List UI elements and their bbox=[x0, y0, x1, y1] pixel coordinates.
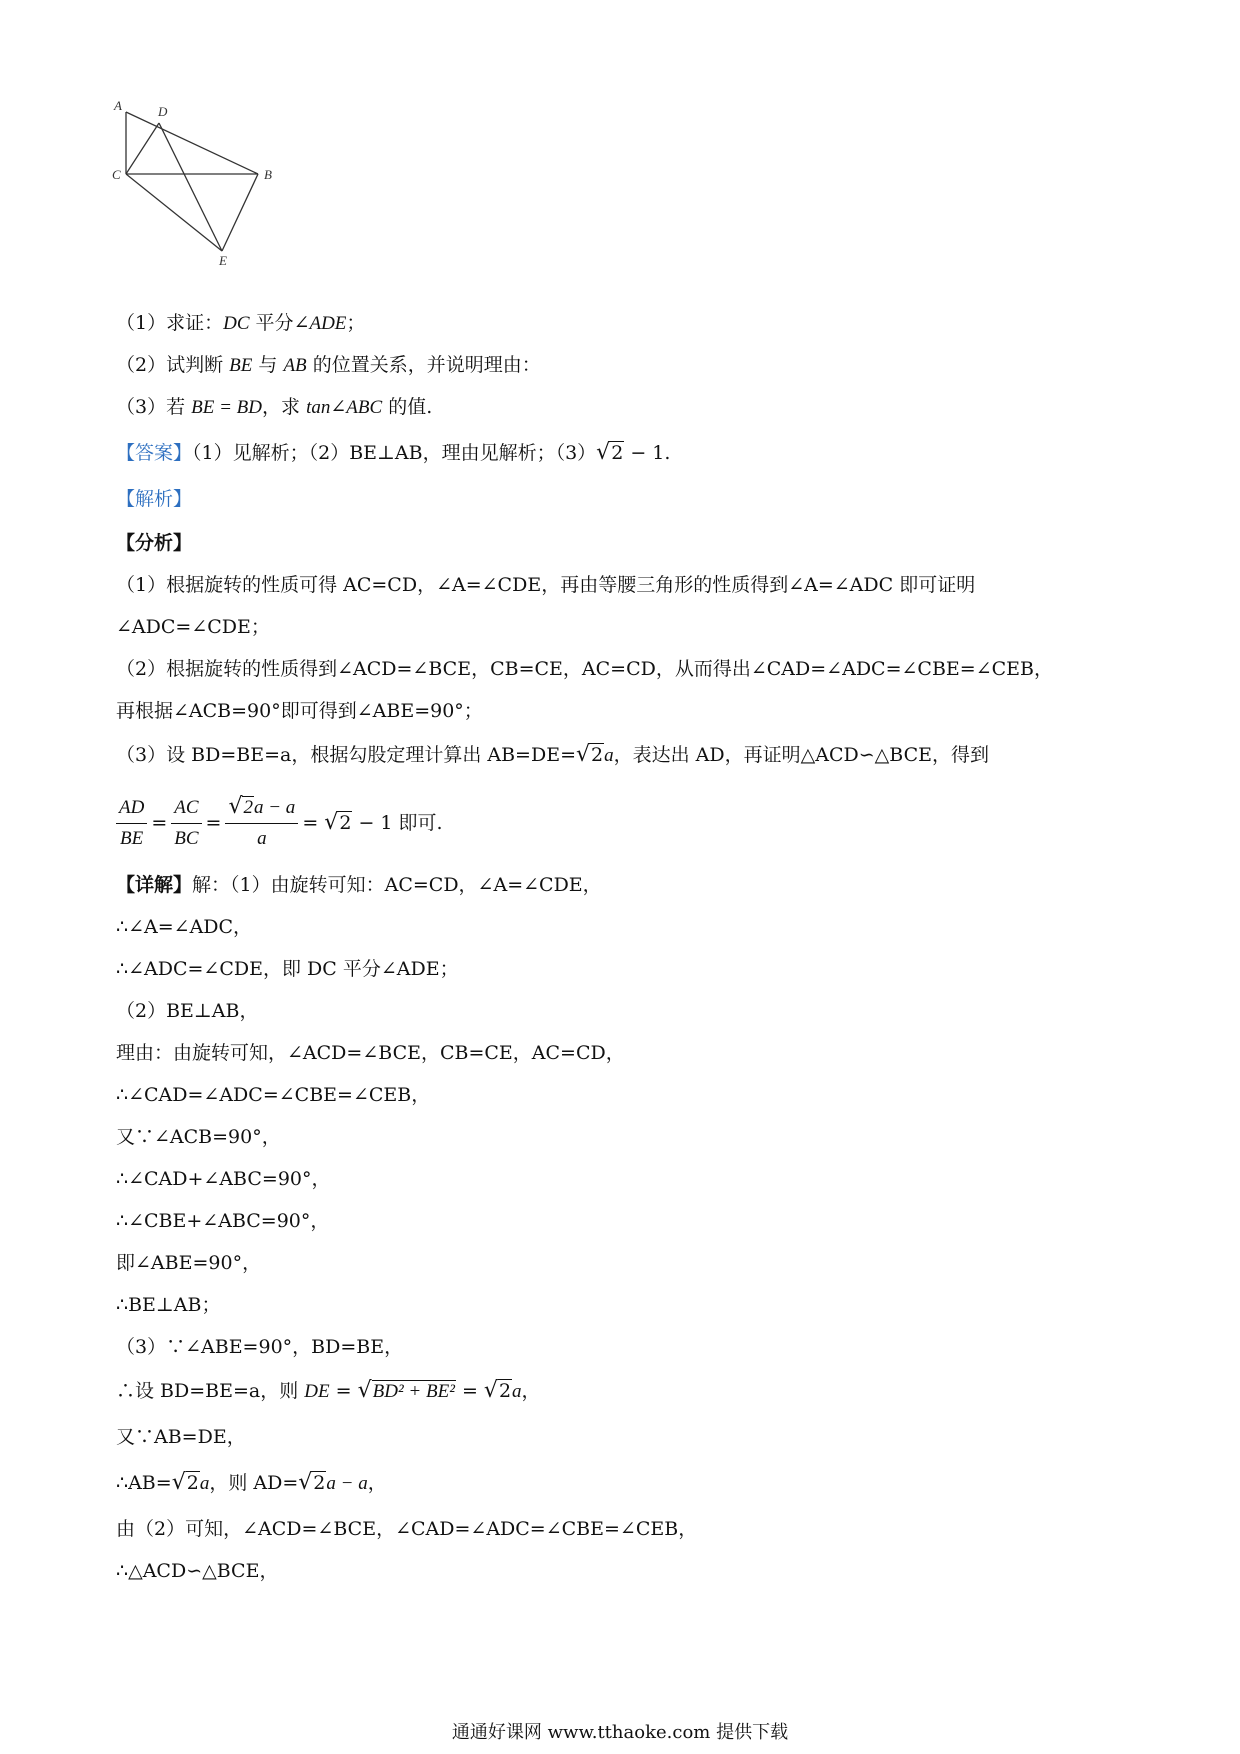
label-B: B bbox=[264, 167, 272, 182]
fraction-ac-bc: $\frac{AC}{BC}$ bbox=[171, 795, 201, 852]
label-D: D bbox=[158, 104, 168, 119]
sqrt-expression: √2 bbox=[171, 1470, 199, 1495]
label-A: A bbox=[114, 98, 122, 113]
fenxi-p1b: ∠ADC=∠CDE； bbox=[116, 616, 270, 638]
detail-l7: 又∵∠ACB=90°， bbox=[116, 1126, 281, 1148]
fenxi-p3a: （3）设 BD=BE=a，根据勾股定理计算出 AB=DE=√2a，表达出 AD，再证明△ACD∽△BCE，得到 bbox=[116, 742, 989, 767]
detail-l11: ∴BE⊥AB； bbox=[116, 1294, 221, 1316]
fenxi-tag: 【分析】 bbox=[116, 532, 193, 554]
detail-l2: ∴∠A=∠ADC， bbox=[116, 916, 253, 938]
answer-tag: 【答案】 bbox=[116, 442, 193, 464]
segment-CD bbox=[126, 123, 159, 174]
page-footer: 通通好课网 www.tthaoke.com 提供下载 bbox=[451, 1722, 789, 1743]
detail-l3: ∴∠ADC=∠CDE，即 DC 平分∠ADE； bbox=[116, 958, 459, 980]
question-1: （1）求证：DC 平分∠ADE； bbox=[116, 312, 366, 334]
detail-l1: 【详解】解：（1）由旋转可知：AC=CD，∠A=∠CDE， bbox=[116, 874, 602, 896]
sqrt-expression: √BD² + BE² bbox=[357, 1378, 455, 1403]
detail-l6: ∴∠CAD=∠ADC=∠CBE=∠CEB， bbox=[116, 1084, 431, 1106]
answer-line: 【答案】（1）见解析；（2）BE⊥AB，理由见解析；（3）√2 − 1. bbox=[116, 440, 671, 465]
question-2: （2）试判断 BE 与 AB 的位置关系，并说明理由： bbox=[116, 354, 541, 376]
detail-l12: （3）∵∠ABE=90°，BD=BE， bbox=[116, 1336, 404, 1358]
segment-CE bbox=[126, 174, 222, 251]
detail-l17: ∴△ACD∽△BCE， bbox=[116, 1560, 279, 1582]
fenxi-p2b: 再根据∠ACB=90°即可得到∠ABE=90°； bbox=[116, 700, 483, 722]
detail-l15: ∴AB=√2a，则 AD=√2a − a， bbox=[116, 1470, 387, 1495]
question-3: （3）若 BE = BD，求 tan∠ABC 的值. bbox=[116, 396, 433, 418]
analysis-tag: 【解析】 bbox=[116, 488, 193, 510]
label-E: E bbox=[219, 253, 227, 268]
detail-l13: ∴设 BD=BE=a，则 DE = √BD² + BE² = √2a， bbox=[116, 1378, 541, 1403]
sqrt-expression: √2 bbox=[576, 742, 604, 767]
detail-l16: 由（2）可知，∠ACD=∠BCE，∠CAD=∠ADC=∠CBE=∠CEB， bbox=[116, 1518, 698, 1540]
segment-BE bbox=[222, 174, 258, 251]
fenxi-p2a: （2）根据旋转的性质得到∠ACD=∠BCE，CB=CE，AC=CD，从而得出∠CAD=∠ADC=∠CBE=∠CEB， bbox=[116, 658, 1054, 680]
detail-l9: ∴∠CBE+∠ABC=90°， bbox=[116, 1210, 330, 1232]
fenxi-fraction-equation: $\frac{AD}{BE}$ = $\frac{AC}{BC}$ = $\frac{√2a - a}{a}$ = √2 − 1 即可. bbox=[112, 794, 443, 852]
detail-tag: 【详解】 bbox=[116, 874, 193, 896]
label-C: C bbox=[112, 167, 121, 182]
detail-l8: ∴∠CAD+∠ABC=90°， bbox=[116, 1168, 331, 1190]
detail-l4: （2）BE⊥AB， bbox=[116, 1000, 259, 1022]
detail-l10: 即∠ABE=90°， bbox=[116, 1252, 262, 1274]
fraction-ad-be: $\frac{AD}{BE}$ bbox=[116, 795, 147, 852]
sqrt-expression: √2 bbox=[596, 440, 624, 465]
detail-l14: 又∵AB=DE， bbox=[116, 1426, 246, 1448]
fenxi-p1a: （1）根据旋转的性质可得 AC=CD，∠A=∠CDE，再由等腰三角形的性质得到∠A=∠ADC 即可证明 bbox=[116, 574, 976, 596]
detail-l5: 理由：由旋转可知，∠ACD=∠BCE，CB=CE，AC=CD， bbox=[116, 1042, 625, 1064]
fraction-root: $\frac{√2a - a}{a}$ bbox=[225, 794, 298, 852]
geometry-figure bbox=[112, 98, 288, 270]
